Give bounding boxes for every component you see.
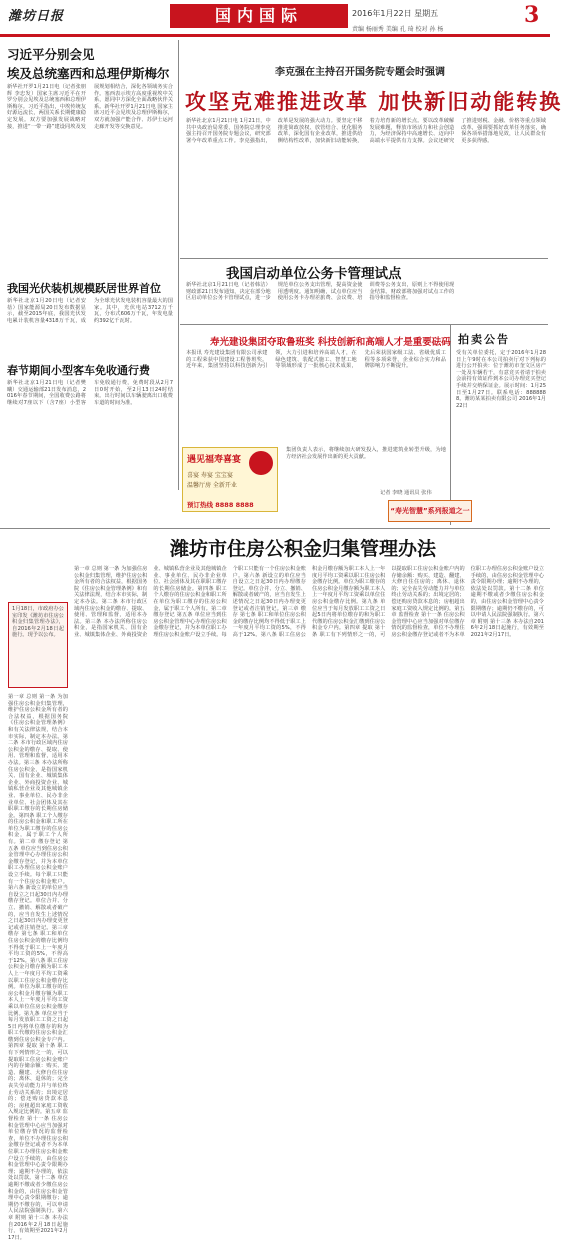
auction-title: 拍卖公告 (458, 333, 510, 346)
xi-headline-1: 习近平分别会见 (7, 47, 95, 62)
ad-logo-icon (249, 451, 273, 475)
auction-body: 受有关单位委托，定于2016年1月28日上午9时在本公司拍卖厅对下列标的进行公开拍卖：位于潍坊市奎文区房产一处及车辆若干，有意竞买者请于拍卖会前持有效证件到本公司办理竞买登记手续并交纳保证金。展示时间：1月25日至1月27日。联系电话：8888888。潍坊某某拍卖有限公司 2016年1月22日 (456, 350, 546, 409)
regs-body-1: 第一章 总则 第一条 为加强住房公积金归集管理，维护住房公积金所有者的合法权益，根据国务院《住房公积金管理条例》和有关法律法规，结合本市实际，制定本办法。第二条 本市行政区域内住房公积金的缴存、提取、使用、管理和监督，适用本办法。第三条 本办法所称住房公积金，是指国家机关、国有企业、城镇集体企业、外商投资企业、城镇私营企业及其他城镇企业、事业单位、民办非企业单位、社会团体及其在职职工缴存的长期住房储金。第四条 职工个人缴存的住房公积金和职工所在单位为职工缴存的住房公积金，属于职工个人所有。第二章 缴存登记 第五条 单位应当到住房公积金管理中心办理住房公积金缴存登记，并为本单位职工办理住房公积金账户设立手续。每个职工只能有一个住房公积金账户。第六条 新设立的单位应当自设立之日起30日内办理缴存登记。单位合并、分立、撤销、解散或者破产的，应当自发生上述情况之日起30日内办理变更登记或者注销登记。第三章 缴存 第七条 职工和单位住房公积金的缴存比例均不得低于职工上一年度月平均工资的5%，不得高于12%。第八条 职工住房公积金月缴存额为职工本人上一年度月平均工资乘以职工住房公积金缴存比例。单位为职工缴存的住房公积金月缴存额为职工本人上一年度月平均工资乘以单位住房公积金缴存比例。第九条 单位应当于每月发放职工工资之日起5日内将单位缴存的和为职工代缴的住房公积金汇缴到住房公积金专户内。第四章 提取 第十条 职工有下列情形之一的，可以提取职工住房公积金账户内的存储余额：购买、建造、翻建、大修自住住房的；离休、退休的；完全丧失劳动能力并与单位终止劳动关系的；出境定居的；偿还购房贷款本息的；房租超出家庭工资收入规定比例的。第五章 监督检查 第十一条 住房公积金管理中心应当加强对单位缴存情况的监督检查，单位不办理住房公积金缴存登记或者不为本单位职工办理住房公积金账户设立手续的，由住房公积金管理中心责令限期办理；逾期不办理的，依法处以罚款。第十二条 单位逾期不缴或者少缴住房公积金的，由住房公积金管理中心责令限期缴存；逾期仍不缴存的，可以申请人民法院强制执行。第六章 附则 第十三条 本办法自2016年2月18日起施行，有效期至2021年2月17日。 (8, 694, 68, 1241)
newspaper-logo: 潍坊日报 (8, 9, 65, 24)
restaurant-ad (182, 447, 278, 512)
train-body: 新华社北京1月21日电（记者樊曦）交通运输部21日发布消息，2016年春节期间，全国收费公路将继续对7座以下（含7座）小型客车免收通行费，免费时段从2月7日0时开始，至2月13日24时结束。出行时间以车辆驶离出口收费车道的时间为准。 (7, 380, 173, 406)
publication-date: 2016年1月22日 星期五 (352, 9, 439, 18)
regs-notice: 1月18日，市政府办公室印发《潍坊市住房公积金归集管理办法》，自2016年2月18日起施行。现予以公布。 (12, 606, 64, 639)
series-badge: “寿光智慧”系列报道之一 (388, 500, 472, 522)
masthead-rule (0, 34, 550, 37)
masthead (0, 0, 550, 38)
pv-body: 新华社北京1月20日电（记者安蓓）国家能源局20日发布数据显示，截至2015年底，我国光伏发电累计装机容量4318万千瓦，成为全球光伏发电装机容量最大的国家。其中，光伏电站3712万千瓦，分布式606万千瓦，年发电量约392亿千瓦时。 (7, 298, 173, 324)
shouguang-byline: 记者 李晓 通讯员 张伟 (380, 490, 432, 496)
ad-line: 温馨厅房 全新开业 (187, 482, 237, 489)
shouguang-body-2: 集团负责人表示，将继续加大研发投入，推进建筑业转型升级，为地方经济社会发展作出新的更大贡献。 (286, 447, 446, 460)
editor-credits: 责编 杨丽秀 美编 孔 琦 校对 孙 杨 (352, 26, 444, 33)
ad-title: 遇见福寿喜宴 (187, 455, 242, 465)
xi-body: 新华社开罗1月21日电（记者张朋辉 李忠发）国家主席习近平在开罗分别会见埃及总统塞西和总理伊斯梅尔。习近平指出，中埃传统友好源远流长，两国关系长期健康稳定发展。双方要加强发展战略对接，推进“一带一路”建设同埃及发展规划相结合，深化各领域务实合作。塞西表示埃方高度重视埃中关系，愿同中方深化全面战略伙伴关系。新华社开罗1月21日电 国家主席习近平会见埃及总理伊斯梅尔，双方就加强产能合作、苏伊士运河走廊开发等交换意见。 (7, 84, 173, 130)
xi-headline-2: 埃及总统塞西和总理伊斯梅尔 (7, 66, 170, 81)
section-divider (0, 528, 550, 529)
shouguang-body: 本报讯 寿光建设集团有限公司承建的工程荣获中国建设工程鲁班奖。近年来，集团坚持以科技创新为引领，大力引进和培养高端人才，在绿色建筑、装配式施工、智慧工地等领域形成了一批核心技术成果，先后荣获国家级工法、省级优质工程等多项荣誉，企业综合实力和品牌影响力不断提升。 (186, 350, 446, 370)
page-number: 3 (524, 2, 540, 28)
column-divider (450, 325, 451, 525)
li-body: 新华社北京1月21日电 1月21日，中共中央政治局常委、国务院总理李克强主持召开国务院专题会议，研究部署今年改革重点工作。李克强指出，改革是发展的强大动力。要坚定不移推进简政放权、放管结合、优化服务改革，深化国有企业改革，推进供给侧结构性改革，加快新旧动能转换，着力培育新的增长点。要以改革破解发展难题，释放市场活力和社会创造力，为经济保持中高速增长、迈向中高端水平提供有力支撑。会议还研究了推进财税、金融、价格等重点领域改革，强调要抓好改革任务落实，确保各项举措落地见效，让人民群众有更多获得感。 (186, 118, 546, 144)
regs-headline: 潍坊市住房公积金归集管理办法 (170, 538, 437, 560)
card-body: 新华社北京1月21日电（记者韩洁）财政部21日发布通知，决定在部分地区启动单位公务卡管理试点，进一步规范单位公务支出管理，提高资金使用透明度。通知明确，试点单位应当使用公务卡办理差旅费、会议费、培训费等公务支出，原则上不得使用现金结算。财政部将加强对试点工作的指导和监督检查。 (186, 282, 455, 302)
section-title: 国内国际 (170, 4, 348, 28)
li-headline: 攻坚克难推进改革 加快新旧动能转换 (185, 90, 562, 114)
column-divider (178, 40, 179, 490)
section-divider (180, 324, 548, 325)
section-divider (180, 258, 548, 259)
pv-headline: 我国光伏装机规模跃居世界首位 (7, 282, 161, 295)
shouguang-headline: 寿光建设集团夺取鲁班奖 科技创新和高端人才是重要砝码 (210, 337, 451, 348)
ad-phone: 预订热线 8888 8888 (187, 501, 254, 509)
ad-line: 喜宴 寿宴 宝宝宴 (187, 472, 233, 479)
li-kicker: 李克强在主持召开国务院专题会时强调 (275, 67, 445, 78)
train-headline: 春节期间小型客车免收通行费 (7, 364, 150, 377)
card-headline: 我国启动单位公务卡管理试点 (226, 266, 402, 282)
regs-body-2: 第一章 总则 第一条 为加强住房公积金归集管理，维护住房公积金所有者的合法权益，根据国务院《住房公积金管理条例》和有关法律法规，结合本市实际，制定本办法。第二条 本市行政区域内住房公积金的缴存、提取、使用、管理和监督，适用本办法。第三条 本办法所称住房公积金，是指国家机关、国有企业、城镇集体企业、外商投资企业、城镇私营企业及其他城镇企业、事业单位、民办非企业单位、社会团体及其在职职工缴存的长期住房储金。第四条 职工个人缴存的住房公积金和职工所在单位为职工缴存的住房公积金，属于职工个人所有。第二章 缴存登记 第五条 单位应当到住房公积金管理中心办理住房公积金缴存登记，并为本单位职工办理住房公积金账户设立手续。每个职工只能有一个住房公积金账户。第六条 新设立的单位应当自设立之日起30日内办理缴存登记。单位合并、分立、撤销、解散或者破产的，应当自发生上述情况之日起30日内办理变更登记或者注销登记。第三章 缴存 第七条 职工和单位住房公积金的缴存比例均不得低于职工上一年度月平均工资的5%，不得高于12%。第八条 职工住房公积金月缴存额为职工本人上一年度月平均工资乘以职工住房公积金缴存比例。单位为职工缴存的住房公积金月缴存额为职工本人上一年度月平均工资乘以单位住房公积金缴存比例。第九条 单位应当于每月发放职工工资之日起5日内将单位缴存的和为职工代缴的住房公积金汇缴到住房公积金专户内。第四章 提取 第十条 职工有下列情形之一的，可以提取职工住房公积金账户内的存储余额：购买、建造、翻建、大修自住住房的；离休、退休的；完全丧失劳动能力并与单位终止劳动关系的；出境定居的；偿还购房贷款本息的；房租超出家庭工资收入规定比例的。第五章 监督检查 第十一条 住房公积金管理中心应当加强对单位缴存情况的监督检查，单位不办理住房公积金缴存登记或者不为本单位职工办理住房公积金账户设立手续的，由住房公积金管理中心责令限期办理；逾期不办理的，依法处以罚款。第十二条 单位逾期不缴或者少缴住房公积金的，由住房公积金管理中心责令限期缴存；逾期仍不缴存的，可以申请人民法院强制执行。第六章 附则 第十三条 本办法自2016年2月18日起施行，有效期至2021年2月17日。 (74, 566, 544, 638)
regs-notice-box (8, 602, 68, 688)
